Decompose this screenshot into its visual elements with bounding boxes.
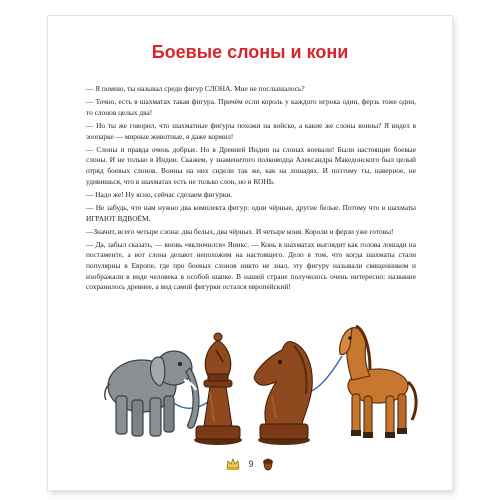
chess-bishop-icon — [194, 333, 242, 445]
paragraph: — Не забудь, что нам нужно два комплекта фигур: одни чёрные, другие белые. Потому что в шахматы ИГРАЮТ ВДВОЁМ. — [86, 202, 416, 223]
chess-knight-icon — [254, 341, 312, 445]
acorn-icon — [262, 458, 274, 471]
paragraph: — Надо же! Ну ясно, сейчас сделаем фигурки. — [86, 189, 233, 199]
elephant-icon — [105, 351, 199, 436]
page-number: 9 — [248, 459, 254, 469]
page-footer — [48, 454, 452, 474]
paragraph: — Да, забыл сказать, — вновь «включился» Яникс. — Конь в шахматах выглядит как голова лошади на постаменте, а вот слона делают непохожим на настоящего. Дело в том, что когда шахматы стали популярны в Европе, где про боевых слонов никто не знал, эту фигуру называли священником и изображали в виде человека в особой шапке. В нашей стране получилось очень интересно: название сохранилось древнее, а вид самой фигурки остался европейский! — [86, 239, 416, 292]
illustration — [90, 316, 420, 451]
crown-icon — [226, 458, 240, 470]
paragraph: — Я помню, ты называл среди фигур СЛОНА. Мне не послышалось? — [86, 84, 305, 93]
paragraph: —Значит, всего четыре слона: два белых, два чёрных. И четыре коня. Короли и ферзи уже готовы! — [86, 226, 394, 236]
paragraph: — Точно, есть в шахматах такая фигура. Причём если король у каждого игрока один, ферзь тоже один, то слонов целых два! — [86, 97, 416, 117]
paragraph: — Слоны и правда очень добрые. Но в Древней Индии на слонах воевали! Были настоящие боевые слоны. И не только в Индии. Скажем, у знаменитого полководца Александра Македонского был целый отряд боевых слонов. Воины на них сидели так же, как на лошадях. И поэтому ты, наверное, не удивишься, что в шахматах есть не только слон, но и КОНЬ. — [86, 144, 416, 186]
body-text — [86, 84, 416, 295]
page-title: Боевые слоны и кони — [151, 42, 349, 62]
paragraph: — Но ты же говорил, что шахматные фигуры похожи на войско, а какие же слоны воины? Я видел в зоопарке — мирные животные, я даже кормил! — [86, 120, 416, 141]
horse-icon — [340, 326, 416, 438]
book-page — [48, 16, 452, 490]
